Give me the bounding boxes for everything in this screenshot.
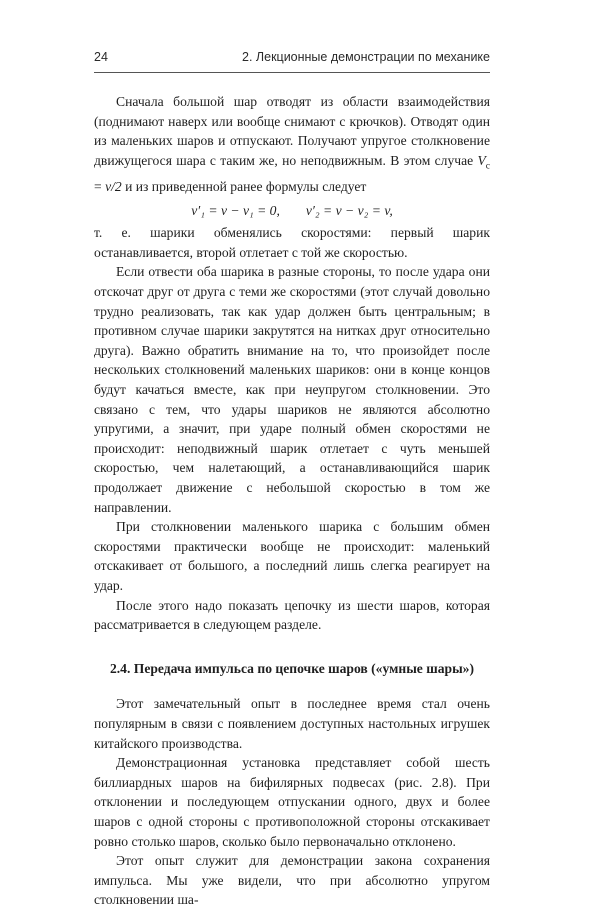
- running-header: [94, 50, 490, 70]
- velocity-subscript: c: [485, 161, 490, 172]
- paragraph-6: Демонстрационная установка представляет собой шесть биллиардных шаров на бифилярных подвесах (рис. 2.8). При отклонении и последующем отпускании одного, двух и более шаров с одной стороны с противоположной стороны отскакивает ровно столько шаров, сколько было первоначально отклонено.: [94, 755, 490, 849]
- formula-left: v′₁ = v − v₁ = 0,: [191, 202, 280, 218]
- page-number: 24: [94, 50, 108, 64]
- paragraph-4: После этого надо показать цепочку из шести шаров, которая рассматривается в следующем разделе.: [94, 597, 490, 633]
- page-body: [94, 92, 490, 910]
- paragraph-3: При столкновении маленького шарика с большим обмен скоростями практически вообще не происходит: маленький отскакивает от большого, а последний лишь слегка реагирует на удар.: [94, 519, 490, 593]
- velocity-symbol: V: [477, 152, 486, 168]
- velocity-expression: v/2: [105, 179, 122, 195]
- paragraph-7: Этот опыт служит для демонстрации закона сохранения импульса. Мы уже видели, что при абсолютно упругом столкновении ша-: [94, 853, 490, 908]
- section-heading: 2.4. Передача импульса по цепочке шаров («умные шары»): [109, 660, 475, 676]
- paragraph-1: Сначала большой шар отводят из области взаимодействия (поднимают наверх или вообще снимают с крючков). Отводят один из маленьких шаров и отпускают. Получают упругое столкновение движущегося шара с таким же, но неподвижным. В этом случае $V_c = v/2$ и из приведенной ранее формулы следует: [94, 94, 490, 195]
- paragraph-5: Этот замечательный опыт в последнее время стал очень популярным в связи с появлением доступных настольных игрушек китайского производства.: [94, 696, 490, 751]
- chapter-title: 2. Лекционные демонстрации по механике: [242, 50, 490, 64]
- formula: [94, 201, 490, 221]
- header-rule: [94, 72, 490, 73]
- paragraph-1-continued: т. е. шарики обменялись скоростями: первый шарик останавливается, второй отлетает с той же скоростью.: [94, 225, 490, 260]
- paragraph-2: Если отвести оба шарика в разные стороны, то после удара они отскочат друг от друга с теми же скоростями (этот случай довольно трудно реализовать, так как удар должен быть центральным; в противном случае шарики закрутятся на нитках друг относительно друга). Важно обратить внимание на то, что произойдет после нескольких столкновений маленьких шариков: они в конце концов будут качаться вместе, как при неупругом столкновении. Это связано с тем, что удары шариков не являются абсолютно упругими, а значит, при ударе полный обмен скоростями не происходит: неподвижный шарик отлетает с чуть меньшей скоростью, чем налетающий, а останавливающийся шарик продолжает движение с небольшой скоростью в том же направлении.: [94, 264, 490, 515]
- formula-right: v′₂ = v − v₂ = v,: [305, 202, 393, 218]
